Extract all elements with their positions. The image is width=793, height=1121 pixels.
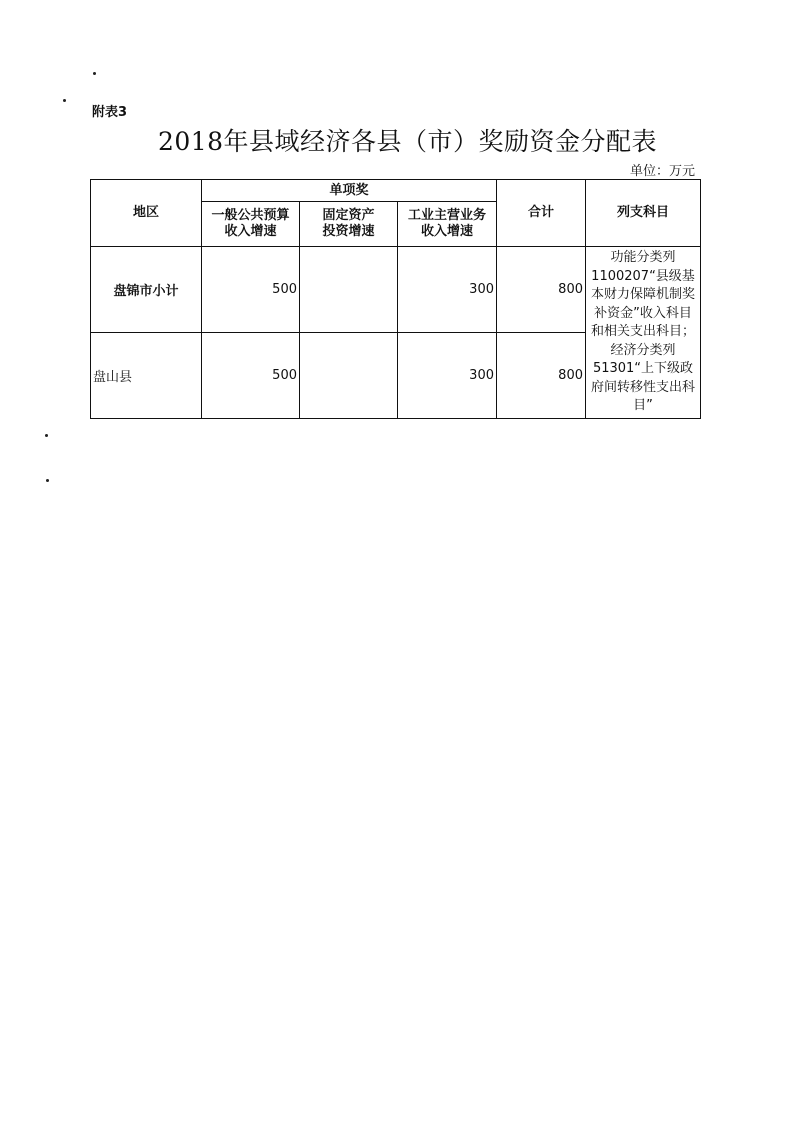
subject-note: 功能分类列1100207“县级基本财力保障机制奖补资金”收入科目和相关支出科目；经济分类列51301“上下级政府间转移性支出科目” bbox=[586, 247, 701, 419]
scan-speck bbox=[63, 99, 66, 102]
row-budget-value: 500 bbox=[202, 333, 300, 419]
row-industrial-value: 300 bbox=[398, 333, 497, 419]
scan-speck bbox=[46, 479, 49, 482]
row-total: 800 bbox=[497, 247, 586, 333]
row-fixed-asset-value bbox=[300, 247, 398, 333]
attachment-label: 附表3 bbox=[92, 105, 128, 120]
header-budget-revenue-growth: 一般公共预算 收入增速 bbox=[202, 202, 300, 247]
unit-label: 单位：万元 bbox=[629, 164, 695, 179]
row-region: 盘锦市小计 bbox=[91, 247, 202, 333]
row-total: 800 bbox=[497, 333, 586, 419]
row-industrial-value: 300 bbox=[398, 247, 497, 333]
header-industrial-revenue-growth: 工业主营业务 收入增速 bbox=[398, 202, 497, 247]
header-total: 合计 bbox=[497, 180, 586, 247]
row-region: 盘山县 bbox=[91, 333, 202, 419]
page-title: 2018年县域经济各县（市）奖励资金分配表 bbox=[157, 127, 658, 156]
scan-speck bbox=[45, 434, 48, 437]
row-fixed-asset-value bbox=[300, 333, 398, 419]
allocation-table bbox=[90, 179, 701, 419]
header-single-awards: 单项奖 bbox=[202, 180, 497, 202]
header-fixed-asset-growth: 固定资产 投资增速 bbox=[300, 202, 398, 247]
header-region: 地区 bbox=[91, 180, 202, 247]
table-row bbox=[91, 247, 701, 333]
scan-speck bbox=[93, 72, 96, 75]
header-subject: 列支科目 bbox=[586, 180, 701, 247]
row-budget-value: 500 bbox=[202, 247, 300, 333]
